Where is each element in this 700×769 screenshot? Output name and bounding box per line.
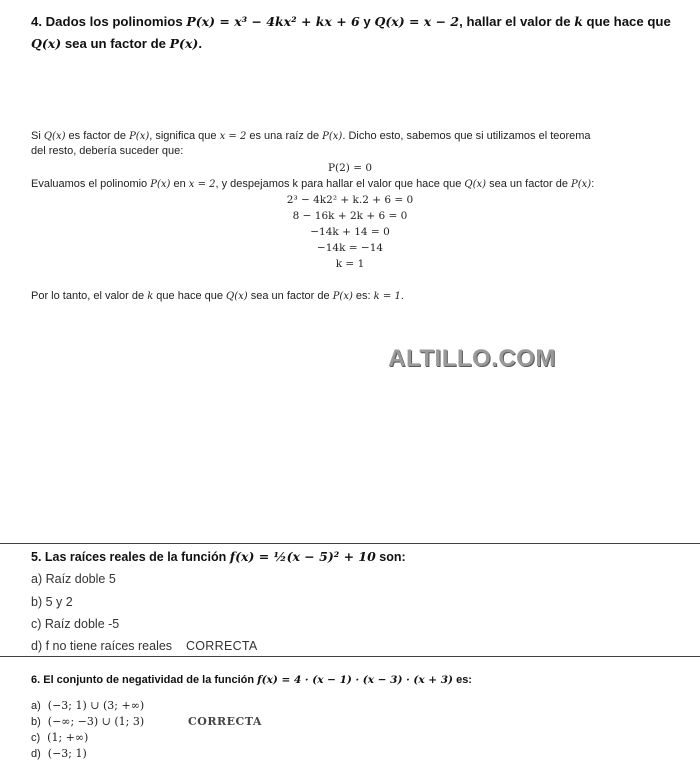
q5-option-b: b) 5 y 2 xyxy=(31,595,73,609)
q5-option-a: a) Raíz doble 5 xyxy=(31,572,116,586)
q5-correct-mark: CORRECTA xyxy=(185,639,258,653)
divider-bottom xyxy=(0,656,700,657)
q5-option-d: d) f no tiene raíces reales CORRECTA xyxy=(31,639,258,653)
watermark-logo: ALTILLO.COM xyxy=(388,345,556,372)
q4-conclusion: Por lo tanto, el valor de k que hace que Q(x) sea un factor de P(x) es: k = 1. xyxy=(31,290,404,302)
q6-title: 6. El conjunto de negatividad de la función f(x) = 4 · (x − 1) · (x − 3) · (x + 3) es: xyxy=(31,674,472,686)
q6-option-d: d) (−3; 1) xyxy=(31,747,87,760)
equation-step-3: −14k + 14 = 0 xyxy=(310,226,390,238)
q6-correct-mark: CORRECTA xyxy=(188,715,262,728)
equation-step-1: 2³ − 4k2² + k.2 + 6 = 0 xyxy=(286,194,414,206)
q4-paragraph-2: Evaluamos el polinomio P(x) en x = 2, y despejamos k para hallar el valor que hace que Q(x) sea un factor de P(x): xyxy=(31,178,595,190)
q6-option-b: b) (−∞; −3) ∪ (1; 3) xyxy=(31,715,145,728)
q4-paragraph-1: Si Q(x) es factor de P(x), significa que x = 2 es una raíz de P(x). Dicho esto, sabemos que si utilizamos el teorema del resto, debería suceder que: xyxy=(31,130,591,157)
q5-option-c: c) Raíz doble -5 xyxy=(31,617,120,631)
q6-option-c: c) (1; +∞) xyxy=(31,731,89,744)
divider-top xyxy=(0,543,700,544)
equation-step-2: 8 − 16k + 2k + 6 = 0 xyxy=(292,210,408,222)
q6-option-a: a) (−3; 1) ∪ (3; +∞) xyxy=(31,699,145,712)
q5-title: 5. Las raíces reales de la función f(x) = ½(x − 5)² + 10 son: xyxy=(31,549,406,564)
equation-step-4: −14k = −14 xyxy=(316,242,384,254)
q4-title: 4. Dados los polinomios P(x) = x³ − 4kx² + kx + 6 y Q(x) = x − 2, hallar el valor de k que hace que Q(x) sea un factor de P(x). xyxy=(31,14,671,51)
equation-step-5: k = 1 xyxy=(335,258,365,270)
equation-p2: P(2) = 0 xyxy=(327,162,373,174)
